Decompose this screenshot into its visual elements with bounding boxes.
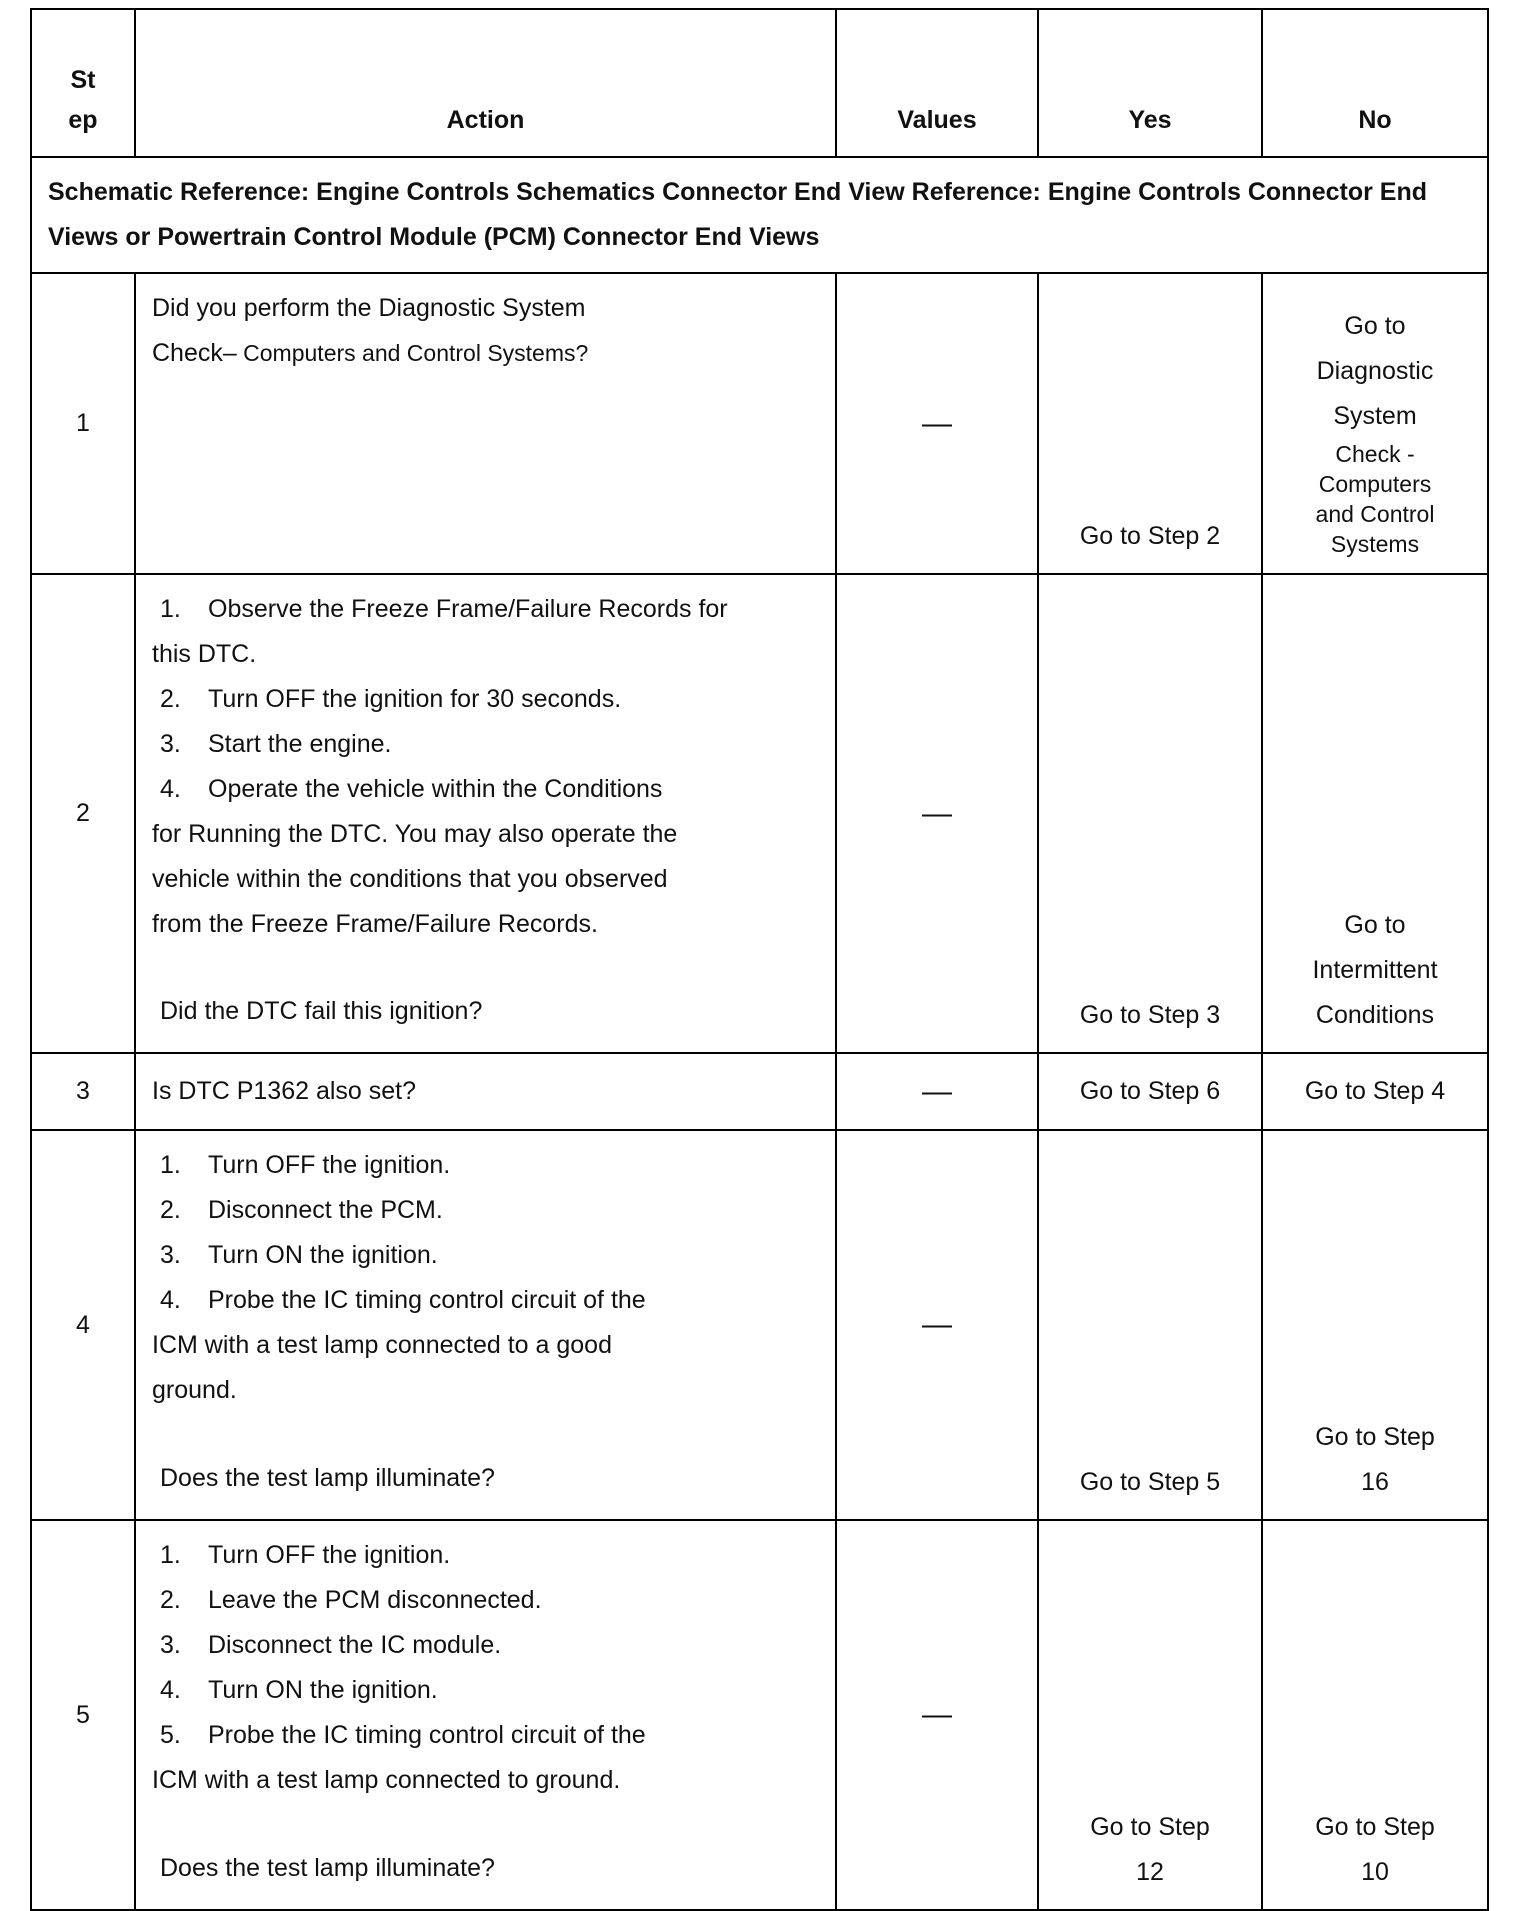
question-text: Does the test lamp illuminate? bbox=[160, 1464, 495, 1492]
action-text: Did you perform the Diagnostic System bbox=[152, 294, 586, 322]
step-number: 1 bbox=[31, 273, 135, 574]
yes-cell bbox=[1038, 1520, 1262, 1910]
action-cell: 1. Turn OFF the ignition. 2. Leave the PCM disconnected. 3. Disconnect the IC module. 4. Turn ON the ignition. 5. Probe the IC timing control circuit of the ICM with a test lamp connected to ground. Does the test lamp illuminate? bbox=[135, 1520, 836, 1910]
table-row bbox=[31, 273, 1488, 574]
header-row bbox=[31, 9, 1488, 157]
action-cell: 1. Turn OFF the ignition. 2. Disconnect the PCM. 3. Turn ON the ignition. 4. Probe the IC timing control circuit of the ICM with a test lamp connected to a good ground. Does the test lamp illuminate? bbox=[135, 1130, 836, 1520]
header-action: Action bbox=[135, 9, 836, 157]
step-number: 4 bbox=[31, 1130, 135, 1520]
table-row bbox=[31, 574, 1488, 1053]
yes-cell bbox=[1038, 273, 1262, 574]
values-cell: — bbox=[836, 574, 1038, 1053]
no-link[interactable]: Go to Diagnostic System Check - Computers and Control Systems bbox=[1315, 312, 1435, 557]
step-number: 3 bbox=[31, 1053, 135, 1130]
no-cell bbox=[1262, 1130, 1488, 1520]
action-cell: Is DTC P1362 also set? bbox=[135, 1053, 836, 1130]
action-text: Computers and Control Systems? bbox=[236, 340, 589, 366]
table-row bbox=[31, 1520, 1488, 1910]
values-cell: — bbox=[836, 273, 1038, 574]
yes-link[interactable]: Go to Step 5 bbox=[1079, 1468, 1221, 1496]
table-row bbox=[31, 1053, 1488, 1130]
no-link[interactable]: Go to Intermittent Conditions bbox=[1312, 911, 1438, 1029]
step-number: 2 bbox=[31, 574, 135, 1053]
question-text: Does the test lamp illuminate? bbox=[160, 1854, 495, 1882]
table-row bbox=[31, 1130, 1488, 1520]
yes-link[interactable]: Go to Step 6 bbox=[1038, 1053, 1262, 1130]
no-cell bbox=[1262, 574, 1488, 1053]
values-cell: — bbox=[836, 1520, 1038, 1910]
no-cell bbox=[1262, 1520, 1488, 1910]
no-cell bbox=[1262, 273, 1488, 574]
values-cell: — bbox=[836, 1053, 1038, 1130]
no-link[interactable]: Go to Step 16 bbox=[1315, 1423, 1435, 1496]
no-link[interactable]: Go to Step 10 bbox=[1315, 1813, 1435, 1886]
header-yes: Yes bbox=[1038, 9, 1262, 157]
action-text: Check– bbox=[152, 339, 237, 367]
yes-link[interactable]: Go to Step 2 bbox=[1079, 522, 1221, 550]
yes-link[interactable]: Go to Step 12 bbox=[1090, 1813, 1210, 1886]
action-cell: 1. Observe the Freeze Frame/Failure Records for this DTC. 2. Turn OFF the ignition for 30 seconds. 3. Start the engine. 4. Operate the vehicle within the Conditions for Running the DTC. You may also operate the vehicle within the conditions that you observed from the Freeze Frame/Failure Records. Did the DTC fail this ignition? bbox=[135, 574, 836, 1053]
yes-cell bbox=[1038, 574, 1262, 1053]
header-values: Values bbox=[836, 9, 1038, 157]
header-step: St ep bbox=[31, 9, 135, 157]
action-cell bbox=[135, 273, 836, 574]
step-number: 5 bbox=[31, 1520, 135, 1910]
yes-cell bbox=[1038, 1130, 1262, 1520]
diagnostic-table bbox=[30, 8, 1489, 1911]
question-text: Did the DTC fail this ignition? bbox=[160, 997, 483, 1025]
no-link[interactable]: Go to Step 4 bbox=[1262, 1053, 1488, 1130]
values-cell: — bbox=[836, 1130, 1038, 1520]
yes-link[interactable]: Go to Step 3 bbox=[1079, 1001, 1221, 1029]
reference-row bbox=[31, 157, 1488, 273]
schematic-reference: Schematic Reference: Engine Controls Schematics Connector End View Reference: Engine Controls Connector End Views or Powertrain Control Module (PCM) Connector End Views bbox=[31, 157, 1488, 273]
header-no: No bbox=[1262, 9, 1488, 157]
